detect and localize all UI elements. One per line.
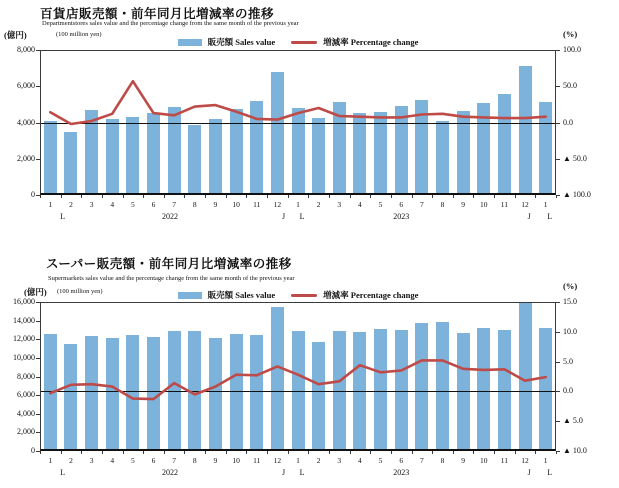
y-left-tick-label: 2,000 [17, 153, 35, 163]
x-axis-month-label: 9 [461, 200, 465, 209]
x-axis-month-label: 7 [419, 456, 424, 465]
y-right-tick-label: ▲ 100.0 [563, 190, 591, 199]
axis-tick [350, 195, 351, 198]
axis-tick [226, 451, 227, 454]
x-axis-month-label: 5 [130, 456, 135, 465]
axis-tick [473, 195, 474, 198]
x-axis-month-label: 1 [296, 456, 300, 465]
axis-tick [61, 451, 62, 454]
x-axis-month-label: 2 [69, 456, 73, 465]
axis-tick [556, 451, 557, 454]
x-axis-month-label: 4 [110, 200, 115, 209]
axis-tick [123, 451, 124, 454]
axis-tick [164, 451, 165, 454]
year-bracket: J [527, 212, 531, 221]
x-axis-month-label: 7 [172, 200, 177, 209]
y-right-tick-label: ▲ 50.0 [563, 153, 587, 163]
y-left-tick-label: 0 [31, 190, 35, 199]
y-right-tick-label: 0.0 [563, 117, 573, 127]
x-axis-month-label: 4 [358, 456, 362, 465]
year-label: 2023 [393, 212, 410, 221]
x-axis-month-label: 10 [232, 200, 240, 209]
percentage-change-swatch-icon [291, 41, 317, 44]
y-left-tick-label: 12,000 [13, 334, 35, 344]
axis-tick [81, 451, 82, 454]
axis-tick [556, 421, 560, 422]
x-axis-month-label: 7 [419, 200, 424, 209]
legend-label-percentage: 増減率 Percentage change [323, 290, 419, 300]
x-axis-month-label: 11 [500, 456, 508, 465]
axis-tick [556, 86, 560, 87]
axis-tick [391, 195, 392, 198]
axis-tick [226, 195, 227, 198]
x-axis-month-label: 12 [521, 200, 529, 209]
x-axis-month-label: 8 [440, 200, 445, 209]
x-axis-month-label: 5 [130, 200, 135, 209]
axis-tick [370, 451, 371, 454]
year-label: 2023 [393, 468, 410, 477]
axis-tick [102, 451, 103, 454]
axis-tick [246, 451, 247, 454]
x-axis-month-label: 1 [48, 200, 53, 209]
x-axis-month-label: 3 [337, 456, 342, 465]
chart-title: スーパー販売額・前年同月比増減率の推移 [46, 257, 292, 271]
year-label: 2022 [162, 468, 179, 477]
left-axis-unit-en: (100 million yen) [56, 31, 102, 38]
axis-tick [267, 451, 268, 454]
axis-tick [515, 451, 516, 454]
y-right-tick-label: ▲ 5.0 [563, 416, 583, 426]
y-left-tick-label: 6,000 [17, 81, 35, 91]
y-right-tick-label: 0.0 [563, 386, 573, 396]
axis-tick [556, 391, 560, 392]
x-axis-month-label: 5 [378, 456, 383, 465]
axis-tick [370, 195, 371, 198]
sales-value-swatch-icon [178, 292, 202, 299]
year-bracket: L [299, 468, 305, 477]
axis-tick [556, 302, 560, 303]
y-right-tick-label: 15.0 [563, 297, 577, 306]
x-axis-month-label: 12 [273, 200, 282, 209]
x-axis-month-label: 2 [316, 200, 321, 209]
axis-tick [40, 195, 41, 198]
axis-tick [267, 195, 268, 198]
axis-tick [329, 195, 330, 198]
x-axis-month-label: 3 [337, 200, 342, 209]
y-right-tick-label: 50.0 [563, 81, 577, 91]
axis-tick [473, 451, 474, 454]
percentage-change-line [40, 302, 556, 451]
year-bracket: L [60, 468, 66, 477]
x-axis-month-label: 9 [213, 456, 218, 465]
year-bracket: J [281, 468, 286, 477]
x-axis-month-label: 1 [48, 456, 53, 465]
axis-tick [205, 195, 206, 198]
x-axis-month-label: 10 [232, 456, 240, 465]
axis-tick [432, 195, 433, 198]
left-axis-unit-en: (100 million yen) [57, 288, 103, 295]
legend-label-sales: 販売額 Sales value [207, 37, 276, 47]
year-bracket: J [527, 468, 531, 477]
x-axis-month-label: 11 [253, 200, 261, 209]
axis-tick [288, 451, 289, 454]
x-axis-month-label: 1 [296, 200, 300, 209]
y-left-tick-label: 4,000 [17, 117, 35, 127]
legend [40, 36, 556, 48]
axis-tick [164, 195, 165, 198]
x-axis-month-label: 6 [399, 200, 404, 209]
y-left-tick-label: 8,000 [17, 371, 35, 381]
x-axis-month-label: 11 [253, 456, 261, 465]
axis-tick [556, 195, 557, 198]
x-axis-month-label: 3 [89, 200, 94, 209]
x-axis-month-label: 4 [110, 456, 115, 465]
axis-tick [556, 332, 560, 333]
legend-label-percentage: 増減率 Percentage change [323, 37, 419, 47]
axis-tick [308, 195, 309, 198]
x-axis-month-label: 6 [151, 456, 156, 465]
axis-tick [205, 451, 206, 454]
y-left-tick-label: 4,000 [17, 408, 35, 418]
chart-subtitle: Supermarkets sales value and the percentage change from the same month of the previous year [48, 275, 295, 282]
axis-tick [288, 195, 289, 198]
y-left-tick-label: 16,000 [13, 297, 35, 306]
y-left-tick-label: 6,000 [17, 390, 35, 400]
year-bracket: L [60, 212, 66, 221]
x-axis-month-label: 8 [192, 200, 197, 209]
axis-tick [432, 451, 433, 454]
axis-tick [391, 451, 392, 454]
chart-subtitle: Departmentstores sales value and the percentage change from the same month of the previous year [42, 20, 299, 27]
x-axis-month-label: 2 [316, 456, 321, 465]
axis-tick [81, 195, 82, 198]
x-axis-month-label: 12 [273, 456, 282, 465]
axis-tick [329, 451, 330, 454]
y-right-tick-label: ▲ 10.0 [563, 446, 587, 455]
x-axis-month-label: 12 [521, 456, 529, 465]
x-axis-month-label: 10 [480, 456, 488, 465]
x-axis-month-label: 11 [500, 200, 508, 209]
axis-tick [412, 195, 413, 198]
axis-tick [184, 195, 185, 198]
legend [40, 289, 556, 301]
x-axis-month-label: 9 [461, 456, 465, 465]
axis-tick [61, 195, 62, 198]
x-axis-month-label: 8 [192, 456, 197, 465]
sales-value-swatch-icon [178, 39, 202, 46]
x-axis-month-label: 7 [172, 456, 177, 465]
axis-tick [40, 451, 41, 454]
y-right-tick-label: 5.0 [563, 356, 573, 366]
x-axis-month-label: 6 [399, 456, 404, 465]
y-left-tick-label: 14,000 [13, 315, 35, 325]
axis-tick [556, 50, 560, 51]
axis-tick [143, 195, 144, 198]
x-axis-month-label: 4 [358, 200, 362, 209]
x-axis-month-label: 9 [213, 200, 218, 209]
axis-tick [412, 451, 413, 454]
x-axis-month-label: 8 [440, 456, 445, 465]
y-right-tick-label: 100.0 [563, 45, 581, 54]
axis-tick [535, 451, 536, 454]
x-axis-month-label: 5 [378, 200, 383, 209]
y-left-tick-label: 10,000 [13, 352, 35, 362]
axis-tick [308, 451, 309, 454]
right-axis-unit: (%) [563, 29, 578, 39]
axis-tick [102, 195, 103, 198]
axis-tick [453, 451, 454, 454]
y-left-tick-label: 0 [31, 446, 35, 455]
y-left-tick-label: 2,000 [17, 427, 35, 437]
year-bracket: L [547, 212, 553, 221]
axis-tick [556, 159, 560, 160]
axis-tick [350, 451, 351, 454]
year-bracket: J [281, 212, 286, 221]
x-axis-month-label: 3 [89, 456, 94, 465]
x-axis-month-label: 1 [543, 200, 548, 209]
axis-tick [556, 123, 560, 124]
y-right-tick-label: 10.0 [563, 326, 577, 336]
axis-tick [246, 195, 247, 198]
right-axis-unit: (%) [563, 281, 578, 291]
axis-tick [556, 362, 560, 363]
y-left-tick-label: 8,000 [17, 45, 35, 54]
left-axis-unit: (億円) [24, 287, 47, 297]
legend-label-sales: 販売額 Sales value [207, 290, 276, 300]
axis-tick [494, 451, 495, 454]
axis-tick [453, 195, 454, 198]
chart-title: 百貨店販売額・前年同月比増減率の推移 [40, 7, 275, 21]
x-axis-month-label: 10 [480, 200, 488, 209]
year-label: 2022 [162, 212, 179, 221]
year-bracket: L [547, 468, 553, 477]
percentage-change-line [40, 50, 556, 195]
axis-tick [494, 195, 495, 198]
axis-tick [535, 195, 536, 198]
year-bracket: L [299, 212, 305, 221]
axis-tick [184, 451, 185, 454]
left-axis-unit: (億円) [4, 30, 27, 40]
axis-tick [515, 195, 516, 198]
supermarkets-chart-section [0, 248, 619, 488]
axis-tick [143, 451, 144, 454]
percentage-change-swatch-icon [291, 294, 317, 297]
x-axis-month-label: 1 [543, 456, 548, 465]
axis-tick [123, 195, 124, 198]
x-axis-month-label: 6 [151, 200, 156, 209]
x-axis-month-label: 2 [69, 200, 73, 209]
